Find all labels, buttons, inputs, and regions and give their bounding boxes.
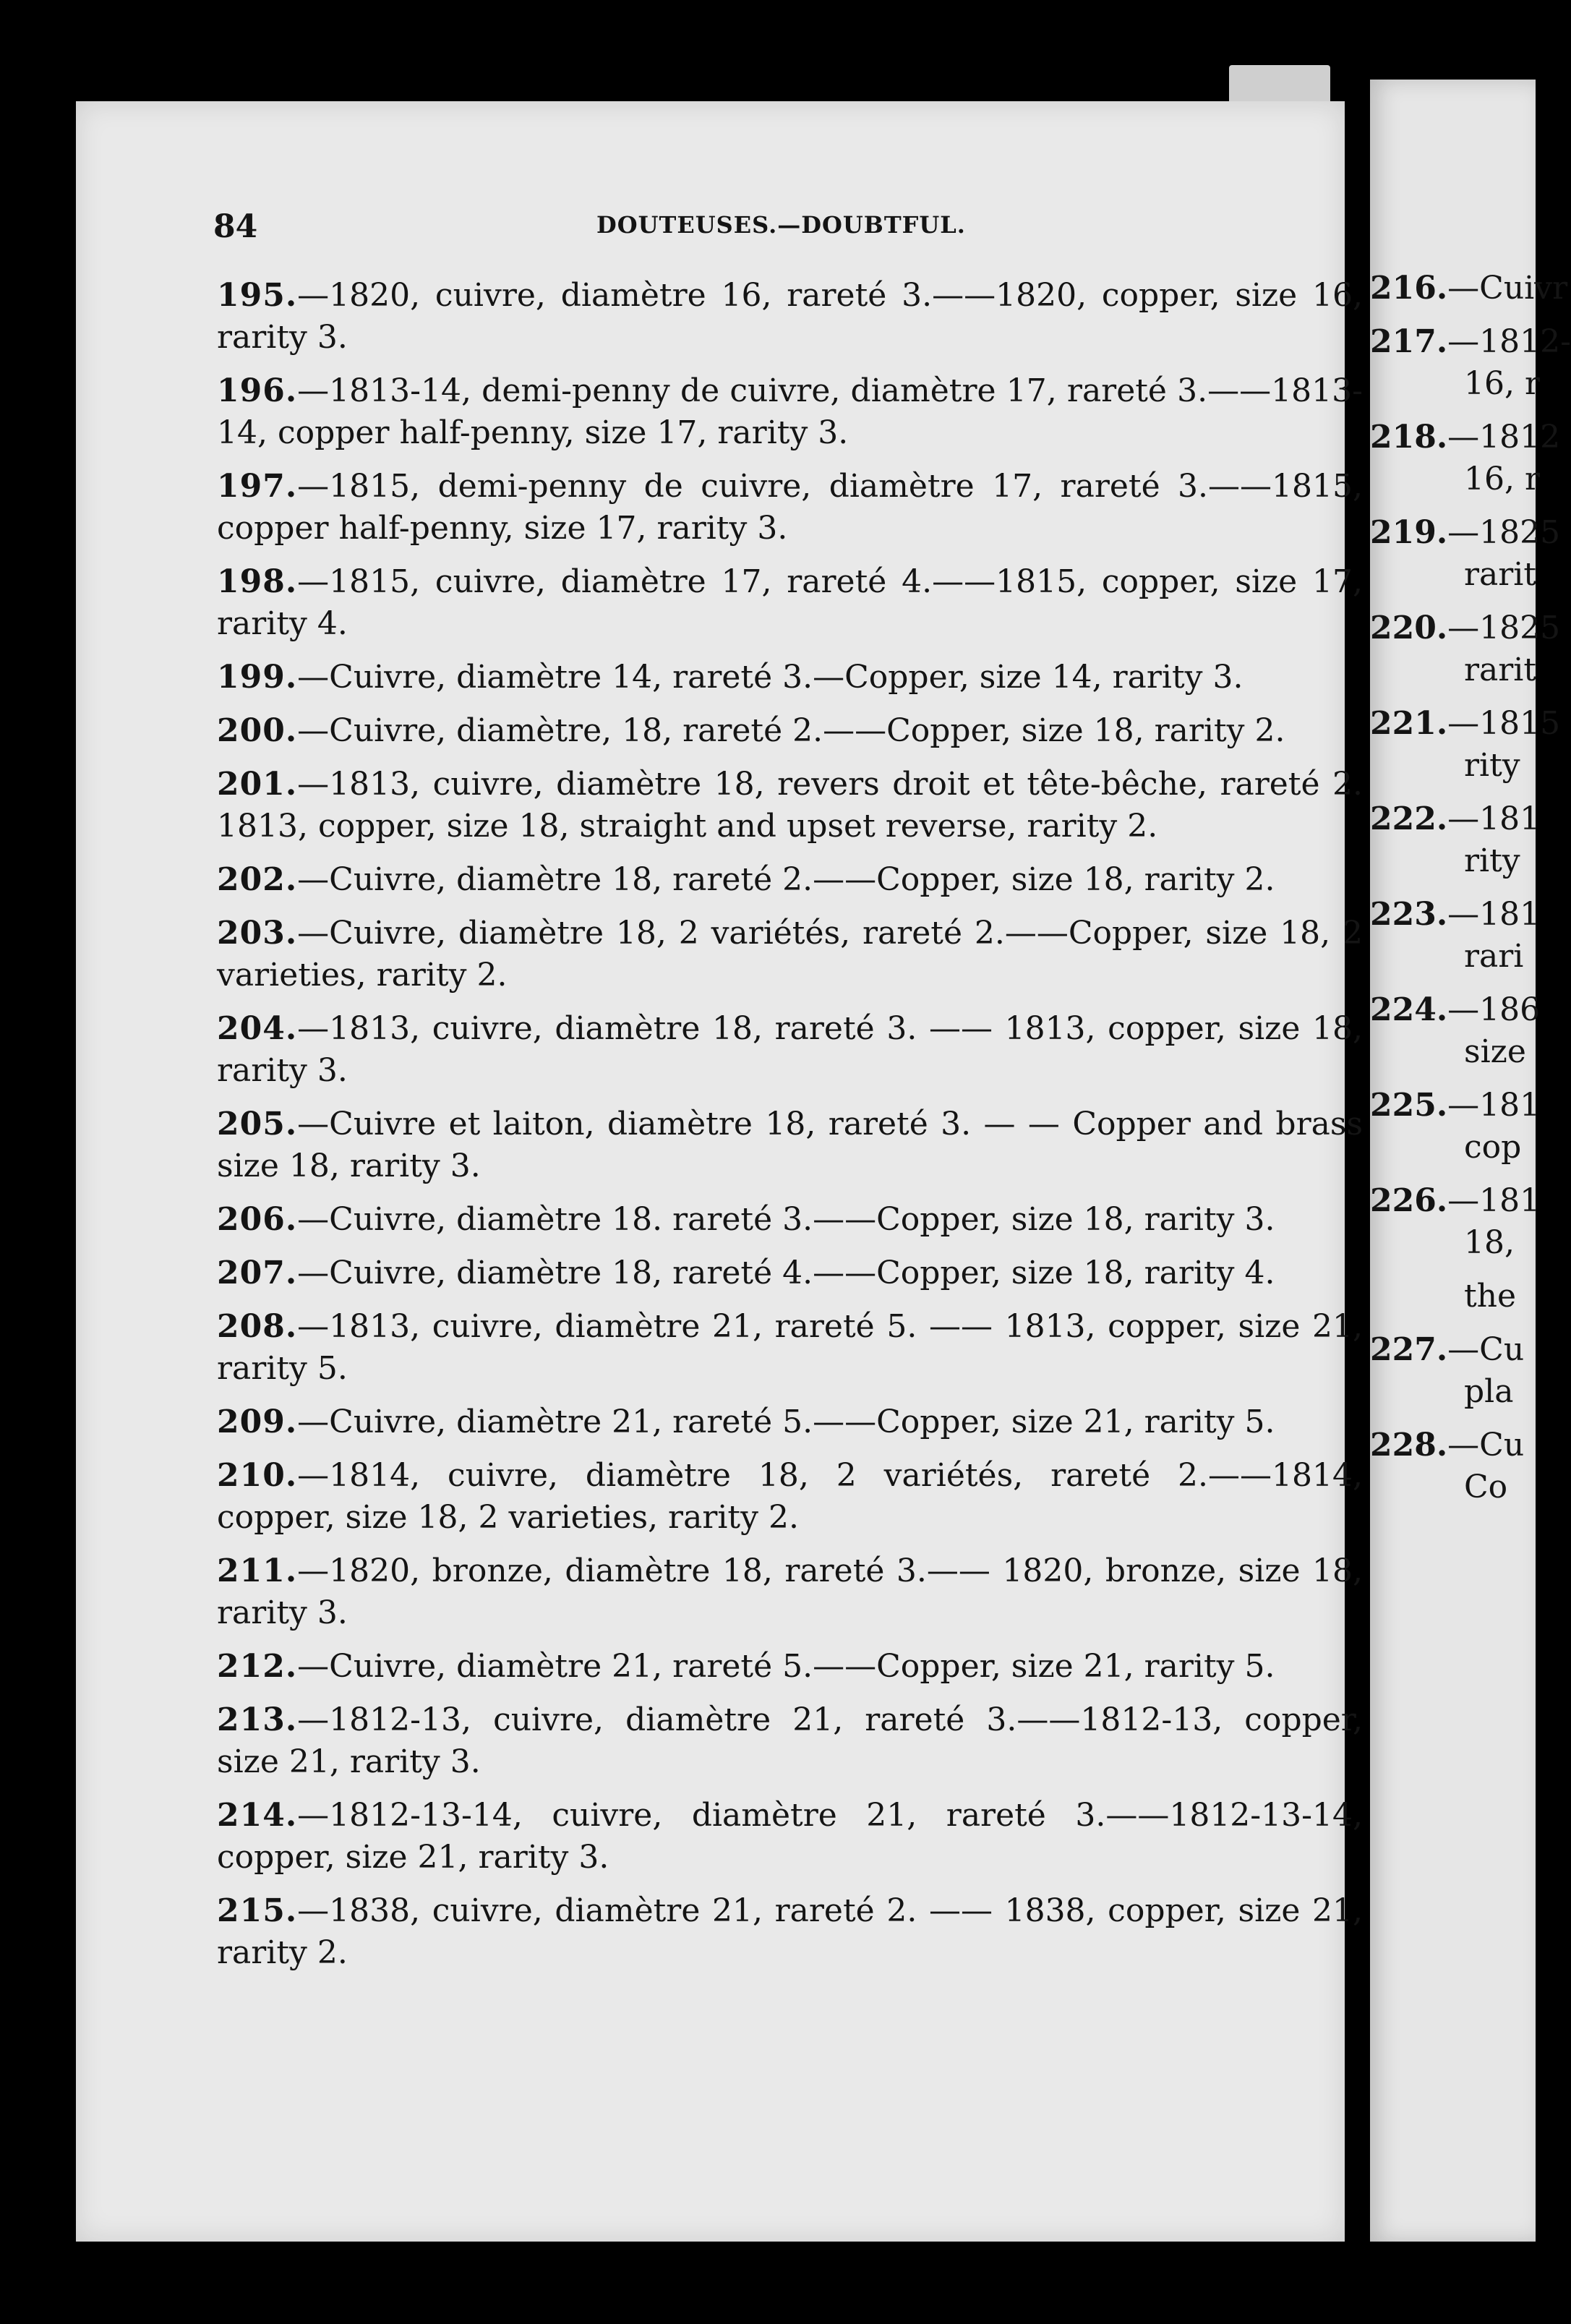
right-entry-line1 xyxy=(1370,798,1541,840)
entry-number: 225. xyxy=(1370,1087,1448,1124)
entry-number: 199. xyxy=(217,659,298,696)
entry-number: 226. xyxy=(1370,1182,1448,1219)
list-item xyxy=(217,859,1363,901)
right-list-item xyxy=(1370,1329,1536,1413)
right-entry-line1 xyxy=(1370,703,1561,745)
entry-number: 195. xyxy=(217,277,298,314)
entry-text: —1812 xyxy=(1447,419,1561,456)
entry-text: —1825 xyxy=(1447,514,1561,551)
list-item xyxy=(217,370,1363,454)
right-entry-line2: rity xyxy=(1464,747,1520,784)
entry-text: —181 xyxy=(1447,1182,1541,1219)
right-entry-line1 xyxy=(1370,321,1571,363)
list-item xyxy=(217,1401,1363,1443)
list-item xyxy=(217,1008,1363,1092)
list-item xyxy=(217,275,1363,359)
list-item xyxy=(217,1646,1363,1688)
right-entry-line1 xyxy=(1370,1085,1541,1127)
list-item xyxy=(217,1550,1363,1634)
list-item xyxy=(217,1306,1363,1390)
right-entry-line2: Co xyxy=(1464,1469,1508,1505)
entry-text: —1815, demi-penny de cuivre, diamètre 17, rareté 3.——1815, copper half-penny, size 17, rarity 3. xyxy=(217,468,1363,547)
entry-number: 207. xyxy=(217,1255,298,1291)
entry-text: —Cu xyxy=(1447,1331,1525,1368)
right-list-item xyxy=(1370,1276,1536,1317)
entry-text: —1820, bronze, diamètre 18, rareté 3.—— 1820, bronze, size 18, rarity 3. xyxy=(217,1552,1363,1631)
right-entry-line2: 18, xyxy=(1464,1224,1515,1261)
entry-number: 215. xyxy=(217,1892,298,1929)
entry-text: —1838, cuivre, diamètre 21, rareté 2. —— 1838, copper, size 21, rarity 2. xyxy=(217,1892,1363,1971)
entry-number: 201. xyxy=(217,766,298,803)
right-entry-line1 xyxy=(1370,268,1568,309)
list-item xyxy=(217,764,1363,847)
entry-number: 218. xyxy=(1370,419,1448,456)
entry-number: 196. xyxy=(217,372,298,409)
list-item xyxy=(217,1455,1363,1539)
entry-text: —Cuivre, diamètre 14, rareté 3.—Copper, size 14, rarity 3. xyxy=(297,659,1243,696)
list-item xyxy=(217,1699,1363,1783)
entry-text: —Cuivre, diamètre 18, rareté 2.——Copper, size 18, rarity 2. xyxy=(297,861,1275,898)
list-item xyxy=(217,913,1363,996)
entry-number: 202. xyxy=(217,861,298,898)
right-entry-line1 xyxy=(1370,607,1561,649)
entry-text: —Cuivre, diamètre 18. rareté 3.——Copper, size 18, rarity 3. xyxy=(297,1201,1275,1238)
entry-text: —1813, cuivre, diamètre 18, rareté 3. —— 1813, copper, size 18, rarity 3. xyxy=(217,1010,1363,1089)
entry-text: —Cuivre et laiton, diamètre 18, rareté 3. — — Copper and brass size 18, rarity 3. xyxy=(217,1106,1363,1184)
entry-number: 200. xyxy=(217,712,298,749)
right-entry-line2: 16, r xyxy=(1464,365,1540,402)
entry-number: 213. xyxy=(217,1701,298,1738)
right-list-item xyxy=(1370,1180,1541,1264)
entry-text: —1812- xyxy=(1447,323,1571,360)
entry-text: —1812-13, cuivre, diamètre 21, rareté 3.——1812-13, copper, size 21, rarity 3. xyxy=(217,1701,1363,1780)
entry-text: —1813, cuivre, diamètre 21, rareté 5. —— 1813, copper, size 21, rarity 5. xyxy=(217,1308,1363,1387)
right-entry-line1 xyxy=(1370,1180,1541,1222)
right-entry-line1 xyxy=(1370,512,1561,554)
entry-number: 197. xyxy=(217,468,298,505)
entry-number: 223. xyxy=(1370,896,1448,933)
page-number: 84 xyxy=(213,208,258,245)
entry-text: —1813-14, demi-penny de cuivre, diamètre 17, rareté 3.——1813-14, copper half-penny, size 17, rarity 3. xyxy=(217,372,1363,451)
entry-text: —181 xyxy=(1447,800,1541,837)
entry-text: —181 xyxy=(1447,896,1541,933)
entry-text: —1820, cuivre, diamètre 16, rareté 3.——1820, copper, size 16, rarity 3. xyxy=(217,277,1363,356)
entry-number: 212. xyxy=(217,1648,298,1685)
right-entry-line1 xyxy=(1370,1329,1536,1371)
entry-text: —Cuivre, diamètre 21, rareté 5.——Copper, size 21, rarity 5. xyxy=(297,1648,1275,1685)
entry-text: —Cuivre, diamètre 18, 2 variétés, rareté 2.——Copper, size 18, 2 varieties, rarity 2. xyxy=(217,915,1363,994)
right-page xyxy=(1370,80,1571,2242)
list-item xyxy=(217,657,1363,699)
right-entry-line1 xyxy=(1370,416,1561,458)
list-item xyxy=(217,1890,1363,1974)
entry-number: 203. xyxy=(217,915,298,952)
entry-number: 220. xyxy=(1370,610,1448,646)
entry-number: 219. xyxy=(1370,514,1448,551)
entry-number: 211. xyxy=(217,1552,298,1589)
entry-text: —Cuivre, diamètre, 18, rareté 2.——Copper, size 18, rarity 2. xyxy=(297,712,1285,749)
entry-text: —Cuivre, diamètre 18, rareté 4.——Copper, size 18, rarity 4. xyxy=(297,1255,1275,1291)
entry-text: —Cuivr xyxy=(1447,270,1568,307)
entry-number: 204. xyxy=(217,1010,298,1047)
right-list-item xyxy=(1370,703,1561,787)
list-item xyxy=(217,1252,1363,1294)
entry-text: —Cu xyxy=(1447,1427,1525,1464)
list-item xyxy=(217,561,1363,645)
right-list-item xyxy=(1370,321,1571,405)
entry-number: 210. xyxy=(217,1457,298,1494)
entry-text: —181 xyxy=(1447,1087,1541,1124)
entry-number: 227. xyxy=(1370,1331,1448,1368)
entry-text: —1815 xyxy=(1447,705,1561,742)
list-item xyxy=(217,1795,1363,1879)
entry-number: 224. xyxy=(1370,991,1448,1028)
entry-number: 216. xyxy=(1370,270,1448,307)
entry-list xyxy=(217,275,1363,1986)
entry-number: 228. xyxy=(1370,1427,1448,1464)
right-entry-line1 xyxy=(1370,1424,1536,1466)
right-entry-line2: 16, r xyxy=(1464,461,1540,497)
right-entry-line2: rarit xyxy=(1464,556,1537,593)
entry-number: 214. xyxy=(217,1797,298,1834)
right-entry-list xyxy=(1370,268,1571,1520)
right-entry-line2: rity xyxy=(1464,842,1520,879)
right-entry-line2: size xyxy=(1464,1033,1526,1070)
right-entry-line1 xyxy=(1370,989,1541,1031)
page-title: DOUTEUSES.—DOUBTFUL. xyxy=(596,211,966,239)
right-list-item xyxy=(1370,798,1541,882)
right-list-item xyxy=(1370,1085,1541,1169)
entry-number: 222. xyxy=(1370,800,1448,837)
entry-text: —1825 xyxy=(1447,610,1561,646)
right-list-item xyxy=(1370,607,1561,691)
list-item xyxy=(217,466,1363,550)
right-entry-line2: cop xyxy=(1464,1129,1522,1166)
list-item xyxy=(217,1103,1363,1187)
entry-text: —186 xyxy=(1447,991,1541,1028)
right-entry-line2: pla xyxy=(1464,1373,1514,1410)
entry-number: 208. xyxy=(217,1308,298,1345)
right-list-item xyxy=(1370,989,1541,1073)
right-list-item xyxy=(1370,512,1561,596)
right-entry-line2: the xyxy=(1464,1278,1517,1315)
entry-number: 206. xyxy=(217,1201,298,1238)
entry-text: —1814, cuivre, diamètre 18, 2 variétés, rareté 2.——1814, copper, size 18, 2 varieties, rarity 2. xyxy=(217,1457,1363,1536)
right-list-item xyxy=(1370,416,1561,500)
entry-number: 198. xyxy=(217,563,298,600)
right-entry-line2: rarit xyxy=(1464,652,1537,688)
right-entry-line2: rari xyxy=(1464,938,1524,975)
entry-number: 209. xyxy=(217,1404,298,1440)
right-list-item xyxy=(1370,894,1541,978)
right-list-item xyxy=(1370,1424,1536,1508)
entry-number: 221. xyxy=(1370,705,1448,742)
right-entry-line1 xyxy=(1370,894,1541,936)
entry-number: 205. xyxy=(217,1106,298,1142)
entry-text: —1812-13-14, cuivre, diamètre 21, rareté 3.——1812-13-14, copper, size 21, rarity 3. xyxy=(217,1797,1363,1876)
right-list-item xyxy=(1370,268,1568,309)
running-head xyxy=(213,208,1341,252)
entry-text: —1813, cuivre, diamètre 18, revers droit et tête-bêche, rareté 2. 1813, copper, size 18, straight and upset reverse, rarity 2. xyxy=(217,766,1363,845)
list-item xyxy=(217,710,1363,752)
entry-text: —1815, cuivre, diamètre 17, rareté 4.——1815, copper, size 17, rarity 4. xyxy=(217,563,1363,642)
entry-text: —Cuivre, diamètre 21, rareté 5.——Copper, size 21, rarity 5. xyxy=(297,1404,1275,1440)
list-item xyxy=(217,1199,1363,1241)
entry-number: 217. xyxy=(1370,323,1448,360)
